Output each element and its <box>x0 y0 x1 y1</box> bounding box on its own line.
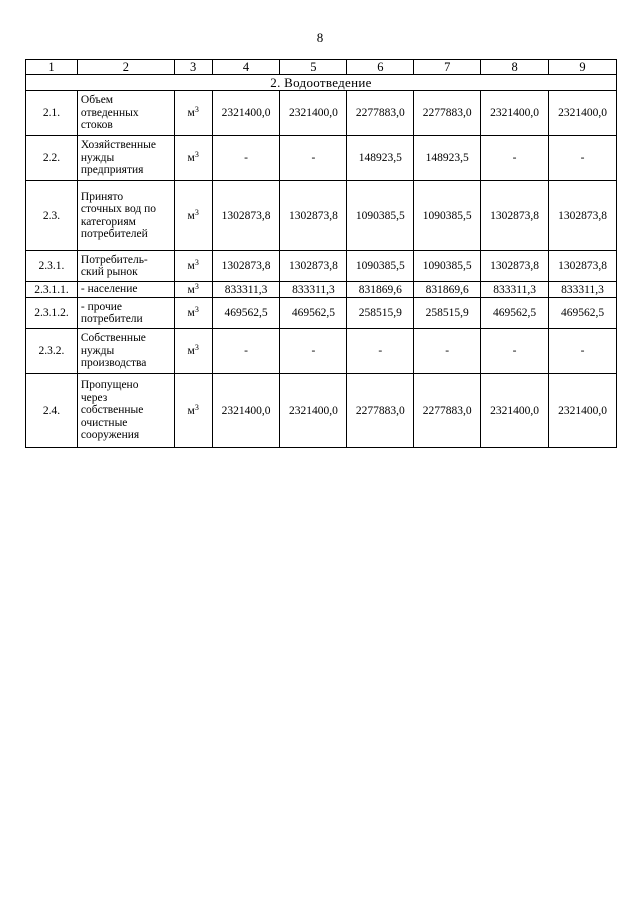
row-unit <box>174 329 212 374</box>
value-cell: 1302873,8 <box>549 181 617 251</box>
value-cell: 1302873,8 <box>212 181 280 251</box>
value-cell: 833311,3 <box>549 282 617 298</box>
table-row <box>26 374 617 448</box>
page-number: 8 <box>316 30 324 45</box>
row-name-line: Принято <box>80 190 124 203</box>
row-name-line: Потребитель- <box>80 253 148 266</box>
unit-base: м <box>187 307 195 319</box>
table-row <box>26 282 617 298</box>
row-name-line: очистные <box>80 416 128 429</box>
table-row <box>26 136 617 181</box>
row-code: 2.3.1.1. <box>26 282 78 298</box>
unit-base: м <box>187 345 195 357</box>
unit-base: м <box>187 107 195 119</box>
row-name-line: Пропущено <box>80 379 139 392</box>
row-name-line: сточных вод по <box>80 203 157 215</box>
value-cell: 2277883,0 <box>414 374 481 448</box>
value-cell: 2321400,0 <box>549 91 617 136</box>
value-cell: 1090385,5 <box>347 181 414 251</box>
value-cell: 1302873,8 <box>280 251 347 282</box>
table-row <box>26 181 617 251</box>
row-code: 2.3.2. <box>26 329 78 374</box>
value-cell: 1302873,8 <box>549 251 617 282</box>
table-row <box>26 91 617 136</box>
column-header-9: 9 <box>549 60 617 75</box>
table-row <box>26 298 617 329</box>
value-cell: 2277883,0 <box>347 91 414 136</box>
row-code: 2.1. <box>26 91 78 136</box>
unit-base: м <box>187 209 195 222</box>
column-header-7: 7 <box>414 60 481 75</box>
value-cell: 469562,5 <box>481 298 549 329</box>
value-cell: 1090385,5 <box>347 251 414 282</box>
value-cell: 2321400,0 <box>280 374 347 448</box>
value-cell: 833311,3 <box>280 282 347 298</box>
row-code: 2.3.1.2. <box>26 298 78 329</box>
unit-exponent: 3 <box>194 281 199 291</box>
value-cell: 148923,5 <box>414 136 481 181</box>
value-cell: 1302873,8 <box>481 181 549 251</box>
row-name-line: - прочие <box>80 300 122 313</box>
value-cell: - <box>481 329 549 374</box>
row-code: 2.3.1. <box>26 251 78 282</box>
row-code: 2.2. <box>26 136 78 181</box>
row-name-line: отведенных <box>80 106 139 119</box>
value-cell: 469562,5 <box>549 298 617 329</box>
value-cell: - <box>549 329 617 374</box>
row-name-line: Собственные <box>80 332 146 345</box>
value-cell: - <box>212 329 280 374</box>
value-cell: 1302873,8 <box>481 251 549 282</box>
value-cell: 1302873,8 <box>212 251 280 282</box>
value-cell: 2321400,0 <box>280 91 347 136</box>
row-name-line: Хозяйственные <box>80 139 156 152</box>
value-cell: 2321400,0 <box>549 374 617 448</box>
column-header-3: 3 <box>174 60 212 75</box>
row-name <box>77 374 174 448</box>
column-header-4: 4 <box>212 60 280 75</box>
table-row <box>26 329 617 374</box>
section-title: 2. Водоотведение <box>26 75 617 91</box>
value-cell: 2321400,0 <box>212 374 280 448</box>
unit-base: м <box>187 404 195 417</box>
value-cell: 2321400,0 <box>481 374 549 448</box>
column-number-row <box>26 60 617 75</box>
value-cell: 833311,3 <box>212 282 280 298</box>
value-cell: 1302873,8 <box>280 181 347 251</box>
row-name <box>77 298 174 329</box>
row-name-line: потребителей <box>80 228 148 240</box>
value-cell: 1090385,5 <box>414 181 481 251</box>
row-unit <box>174 298 212 329</box>
row-name-line: категориям <box>80 215 136 228</box>
row-name-line: собственные <box>80 404 144 417</box>
row-name-line: нужды <box>80 151 115 164</box>
value-cell: 258515,9 <box>414 298 481 329</box>
value-cell: - <box>481 136 549 181</box>
row-name <box>77 136 174 181</box>
row-name <box>77 329 174 374</box>
unit-base: м <box>187 283 195 296</box>
value-cell: - <box>212 136 280 181</box>
unit-exponent: 3 <box>194 343 199 352</box>
row-code: 2.3. <box>26 181 78 251</box>
unit-exponent: 3 <box>194 105 199 114</box>
row-name-line: потребители <box>80 313 143 325</box>
row-name <box>77 181 174 251</box>
value-cell: 831869,6 <box>414 282 481 298</box>
row-name-line: нужды <box>80 344 115 357</box>
value-cell: 833311,3 <box>481 282 549 298</box>
value-cell: - <box>414 329 481 374</box>
row-name <box>77 282 174 298</box>
column-header-5: 5 <box>280 60 347 75</box>
value-cell: 258515,9 <box>347 298 414 329</box>
row-unit <box>174 374 212 448</box>
value-cell: 2277883,0 <box>414 91 481 136</box>
row-unit <box>174 251 212 282</box>
row-name <box>77 251 174 282</box>
column-header-6: 6 <box>347 60 414 75</box>
value-cell: 469562,5 <box>280 298 347 329</box>
row-name-line: через <box>80 391 108 404</box>
value-cell: 469562,5 <box>212 298 280 329</box>
unit-exponent: 3 <box>194 402 199 412</box>
value-cell: - <box>549 136 617 181</box>
row-name-line: ский рынок <box>80 266 138 278</box>
row-name-line: сооружения <box>80 429 140 442</box>
row-unit <box>174 136 212 181</box>
row-unit <box>174 181 212 251</box>
unit-exponent: 3 <box>194 305 199 314</box>
section-row <box>26 75 617 91</box>
row-name-line: - население <box>80 283 138 296</box>
value-cell: 2321400,0 <box>481 91 549 136</box>
column-header-1: 1 <box>26 60 78 75</box>
unit-exponent: 3 <box>194 207 199 217</box>
value-cell: 148923,5 <box>347 136 414 181</box>
value-cell: - <box>280 329 347 374</box>
column-header-2: 2 <box>77 60 174 75</box>
row-unit <box>174 91 212 136</box>
value-cell: 831869,6 <box>347 282 414 298</box>
row-name-line: производства <box>80 357 147 370</box>
value-cell: - <box>280 136 347 181</box>
value-cell: 2321400,0 <box>212 91 280 136</box>
table-row <box>26 251 617 282</box>
unit-exponent: 3 <box>194 258 199 267</box>
row-code: 2.4. <box>26 374 78 448</box>
value-cell: 2277883,0 <box>347 374 414 448</box>
row-name-line: Объем <box>80 94 114 107</box>
value-cell: - <box>347 329 414 374</box>
row-name-line: стоков <box>80 119 113 132</box>
unit-base: м <box>187 152 195 164</box>
unit-exponent: 3 <box>194 150 199 159</box>
water-disposal-table <box>25 59 617 448</box>
row-unit <box>174 282 212 298</box>
value-cell: 1090385,5 <box>414 251 481 282</box>
unit-base: м <box>187 260 195 272</box>
column-header-8: 8 <box>481 60 549 75</box>
row-name <box>77 91 174 136</box>
row-name-line: предприятия <box>80 164 144 177</box>
